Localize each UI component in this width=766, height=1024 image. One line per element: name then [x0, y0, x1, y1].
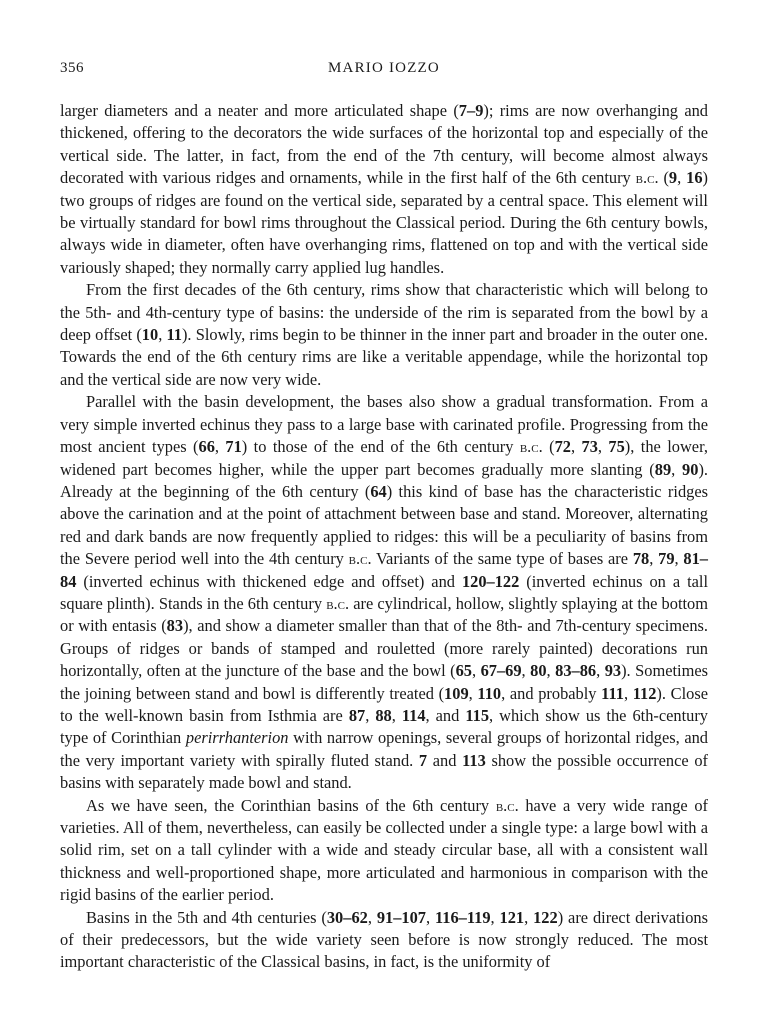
paragraph: Basins in the 5th and 4th centuries (30–62, 91–107, 116–119, 121, 122) are direct derivations of their predecessors, but the wide variety seen before is now strongly reduced. The most important characteristic of the Classical basins, in fact, is the uniformity of: [60, 907, 708, 972]
paragraph: larger diameters and a neater and more articulated shape (7–9); rims are now overhanging and thickened, offering to the decorators the wide surfaces of the horizontal top and especially of the vertical side. The latter, in fact, from the end of the 7th century, will become almost always decorated with various ridges and ornaments, while in the first half of the 6th century b.c. (9, 16) two groups of ridges are found on the vertical side, separated by a central space. This element will be virtually standard for bowl rims throughout the Classical period. During the 6th century bowls, always wide in diameter, often have overhanging rims, flattened on top and with the vertical side variously shaped; they normally carry applied lug handles.: [60, 101, 708, 277]
page-number: 356: [60, 60, 84, 76]
running-head-author: MARIO IOZZO: [328, 60, 440, 76]
page: [60, 60, 708, 974]
paragraph: From the first decades of the 6th century, rims show that characteristic which will belong to the 5th- and 4th-century type of basins: the underside of the rim is separated from the bowl by a deep offset (10, 11). Slowly, rims begin to be thinner in the inner part and broader in the outer one. Towards the end of the 6th century rims are like a veritable appendage, while the horizontal top and the vertical side are now very wide.: [60, 280, 708, 389]
article-body: [60, 100, 708, 974]
paragraph: As we have seen, the Corinthian basins of the 6th century b.c. have a very wide range of varieties. All of them, nevertheless, can easily be collected under a single type: a large bowl with a solid rim, set on a tall cylinder with a wide and steady circular base, all with a consistent wall thickness and well-proportioned shape, more articulated and harmonious in comparison with the rigid basins of the earlier period.: [60, 795, 708, 905]
running-head: [60, 60, 708, 82]
paragraph: Parallel with the basin development, the bases also show a gradual transformation. From a very simple inverted echinus they pass to a large base with carinated profile. Progressing from the most ancient types (66, 71) to those of the end of the 6th century b.c. (72, 73, 75), the lower, widened part becomes higher, while the upper part becomes gradually more slanting (89, 90). Already at the beginning of the 6th century (64) this kind of base has the characteristic ridges above the carination and at the point of attachment between base and stand. Moreover, alternating red and dark bands are now frequently applied to ridges: this will be a peculiarity of basins from the Severe period well into the 4th century b.c. Variants of the same type of bases are 78, 79, 81–84 (inverted echinus with thickened edge and offset) and 120–122 (inverted echinus on a tall square plinth). Stands in the 6th century b.c. are cylindrical, hollow, slightly splaying at the bottom or with entasis (83), and show a diameter smaller than that of the 8th- and 7th-century specimens. Groups of ridges or bands of stamped and rouletted (more rarely painted) decorations run horizontally, often at the juncture of the base and the bowl (65, 67–69, 80, 83–86, 93). Sometimes the joining between stand and bowl is differently treated (109, 110, and probably 111, 112). Close to the well-known basin from Isthmia are 87, 88, 114, and 115, which show us the 6th-century type of Corinthian perirrhanterion with narrow openings, several groups of horizontal ridges, and the very important variety with spirally fluted stand. 7 and 113 show the possible occurrence of basins with separately made bowl and stand.: [60, 392, 709, 793]
